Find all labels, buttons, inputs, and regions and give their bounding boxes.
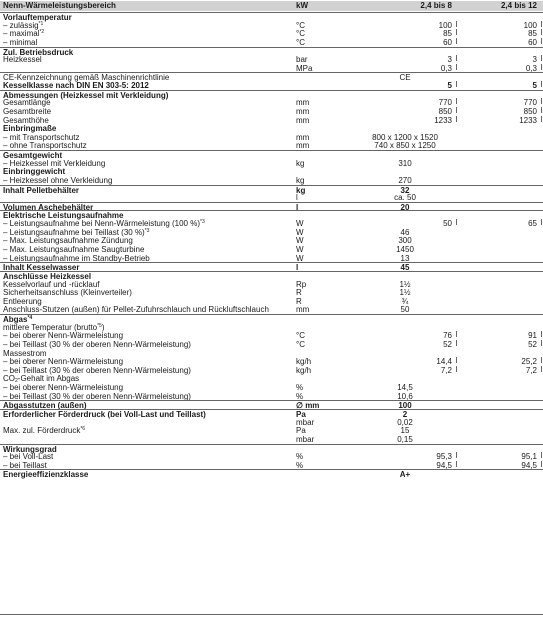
column-tick xyxy=(456,64,457,70)
table-row xyxy=(0,280,543,289)
column-tick xyxy=(541,340,542,346)
row-label-text: Inhalt Pelletbehälter xyxy=(3,185,80,195)
column-tick xyxy=(456,55,457,61)
row-label xyxy=(3,167,65,176)
row-label-text: – bei oberer Nenn-Wärmeleistung xyxy=(3,383,124,393)
table-row xyxy=(0,107,543,116)
row-label-text: Massestrom xyxy=(3,348,47,358)
row-unit: W xyxy=(296,236,304,246)
row-value-col2: 25,2 xyxy=(521,357,537,367)
table-row xyxy=(0,461,543,470)
row-label-subscript: 2 xyxy=(15,378,18,385)
row-value-col1: 1233 xyxy=(434,115,452,125)
row-value-shared: 32 xyxy=(400,185,410,195)
row-value-shared: A+ xyxy=(399,470,411,480)
table-row xyxy=(0,271,543,280)
row-value-shared: 14,5 xyxy=(397,383,413,393)
table-row xyxy=(0,262,543,271)
row-label-text: – bei Teillast (30 % der oberen Nenn-Wärmeleistung) xyxy=(3,391,191,401)
row-value-shared: 45 xyxy=(400,263,410,273)
table-row xyxy=(0,305,543,314)
column-tick xyxy=(541,107,542,113)
row-label-text: – zulässig xyxy=(3,20,39,30)
column-tick xyxy=(456,331,457,337)
column-tick xyxy=(541,21,542,27)
row-label xyxy=(3,141,87,150)
row-label-text: Sicherheitsanschluss (Kleinverteiler) xyxy=(3,288,132,298)
row-value-col1: 770 xyxy=(438,98,452,108)
row-label-text: Entleerung xyxy=(3,296,42,306)
column-tick xyxy=(456,219,457,225)
table-row xyxy=(0,185,543,194)
table-row xyxy=(0,374,543,383)
column-tick xyxy=(541,116,542,122)
row-label-text: Kesselklasse nach DIN EN 303-5: 2012 xyxy=(3,81,149,91)
row-label-text: – bei oberer Nenn-Wärmeleistung xyxy=(3,357,124,367)
table-row xyxy=(0,12,543,21)
row-label-text: Energieeffizienzklasse xyxy=(3,470,89,480)
table-row xyxy=(0,323,543,332)
table-row xyxy=(0,469,543,478)
row-label-text: Anschluss-Stutzen (außen) für Pellet-Zufuhrschlauch und Rückluftschlauch xyxy=(3,305,269,315)
row-label xyxy=(3,331,123,340)
row-value-shared: 0,15 xyxy=(397,434,413,444)
row-unit: l xyxy=(296,202,299,212)
column-tick xyxy=(541,38,542,44)
row-label xyxy=(3,305,269,314)
footnote-marker: *5 xyxy=(97,322,102,329)
row-label-text: Einbringmaße xyxy=(3,124,57,134)
row-unit: kg/h xyxy=(296,357,312,367)
row-unit: % xyxy=(296,452,304,462)
row-unit: ∅ mm xyxy=(296,401,320,411)
row-label-suffix: -Gehalt im Abgas xyxy=(17,374,80,384)
row-unit: W xyxy=(296,219,304,229)
row-unit: °C xyxy=(296,29,305,39)
row-label-text: – bei Teillast xyxy=(3,460,47,470)
row-unit: l xyxy=(296,263,299,273)
row-value-col1: 85 xyxy=(443,29,452,39)
header-unit: kW xyxy=(296,1,308,10)
row-label-text: Gesamtbreite xyxy=(3,106,52,116)
row-label xyxy=(3,254,150,263)
row-value-col2: 3 xyxy=(532,55,537,65)
table-row xyxy=(0,435,543,444)
row-unit: Pa xyxy=(296,426,306,436)
row-value-col1: 14,4 xyxy=(436,357,452,367)
column-tick xyxy=(541,366,542,372)
row-label-text: – Leistungsaufnahme im Standby-Betrieb xyxy=(3,253,150,263)
column-tick xyxy=(456,107,457,113)
row-label-text: – maximal xyxy=(3,29,40,39)
column-tick xyxy=(456,366,457,372)
table-row xyxy=(0,236,543,245)
row-value-col1: 60 xyxy=(443,37,452,47)
row-label-text: Abgasstutzen (außen) xyxy=(3,401,87,411)
row-unit: kg/h xyxy=(296,365,312,375)
row-unit: kg xyxy=(296,175,305,185)
row-unit: R xyxy=(296,288,302,298)
row-label-text: Anschlüsse Heizkessel xyxy=(3,271,92,281)
row-value-shared: 50 xyxy=(400,305,410,315)
table-row xyxy=(0,133,543,142)
table-row xyxy=(0,418,543,427)
row-unit: mm xyxy=(296,98,310,108)
row-label-text: Gesamtlänge xyxy=(3,98,51,108)
row-label-text: CO xyxy=(3,374,15,384)
row-label-text: Max. zul. Förderdruck xyxy=(3,426,81,436)
row-label-text: Gesamthöhe xyxy=(3,115,49,125)
row-value-col1: 3 xyxy=(447,55,452,65)
row-unit: °C xyxy=(296,37,305,47)
table-row xyxy=(0,98,543,107)
row-label xyxy=(3,383,123,392)
column-tick xyxy=(456,340,457,346)
row-value-shared: 310 xyxy=(398,158,412,168)
row-value-col1: 76 xyxy=(443,331,452,341)
footnote-marker: *3 xyxy=(200,219,205,226)
table-row xyxy=(0,314,543,323)
table-row xyxy=(0,245,543,254)
table-row xyxy=(0,124,543,133)
column-tick xyxy=(456,452,457,458)
column-tick xyxy=(456,461,457,467)
row-label-text: – bei Teillast (30 % der oberen Nenn-Wärmeleistung) xyxy=(3,365,191,375)
row-value-col1: 5 xyxy=(447,81,452,91)
header-column-1: 2,4 bis 8 xyxy=(420,1,452,10)
table-header xyxy=(0,1,543,11)
row-unit: °C xyxy=(296,20,305,30)
row-value-col2: 5 xyxy=(532,81,537,91)
row-unit: % xyxy=(296,391,304,401)
row-value-shared: 270 xyxy=(398,175,412,185)
row-unit: MPa xyxy=(296,63,313,73)
row-label-text: Zul. Betriebsdruck xyxy=(3,47,74,57)
column-tick xyxy=(456,21,457,27)
row-unit: mm xyxy=(296,132,310,142)
row-label-text: – bei Voll-Last xyxy=(3,452,54,462)
row-unit: W xyxy=(296,245,304,254)
row-unit: % xyxy=(296,460,304,470)
header-column-2: 2,4 bis 12 xyxy=(500,1,537,10)
row-label-text: – minimal xyxy=(3,37,38,47)
row-label-suffix: ) xyxy=(101,322,105,332)
table-row xyxy=(0,349,543,358)
row-unit: R xyxy=(296,296,302,306)
column-tick xyxy=(541,81,542,87)
row-value-shared: 740 x 850 x 1250 xyxy=(374,141,436,151)
row-value-col2: 850 xyxy=(523,106,537,116)
row-value-shared: CE xyxy=(399,73,411,83)
row-label-text: Abmessungen (Heizkessel mit Verkleidung) xyxy=(3,90,169,100)
row-value-col2: 94,5 xyxy=(521,460,537,470)
row-label-text: – Leistungsaufnahme bei Nenn-Wärmeleistung (100 %) xyxy=(3,219,200,229)
row-unit: mbar xyxy=(296,434,315,444)
row-label-text: – Leistungsaufnahme bei Teillast (30 %) xyxy=(3,227,145,237)
row-label-text: CE-Kennzeichnung gemäß Maschinenrichtlinie xyxy=(3,73,170,83)
row-value-col1: 100 xyxy=(438,20,452,30)
row-label-text: Heizkessel xyxy=(3,55,42,65)
table-row xyxy=(0,90,543,99)
footnote-marker: *6 xyxy=(80,426,86,433)
table-row xyxy=(0,409,543,418)
row-value-shared: 15 xyxy=(400,426,410,436)
row-label-text: Inhalt Kesselwasser xyxy=(3,263,80,273)
column-tick xyxy=(456,116,457,122)
column-tick xyxy=(541,64,542,70)
table-row xyxy=(0,55,543,64)
column-tick xyxy=(541,219,542,225)
column-tick xyxy=(456,98,457,104)
row-label-text: – Heizkessel mit Verkleidung xyxy=(3,158,106,168)
row-label-text: – Max. Leistungsaufnahme Saugturbine xyxy=(3,245,145,254)
column-tick xyxy=(541,357,542,363)
table-row xyxy=(0,228,543,237)
row-label-text: – mit Transportschutz xyxy=(3,132,80,142)
row-unit: Pa xyxy=(296,409,306,419)
row-label-text: Gesamtgewicht xyxy=(3,151,63,161)
row-value-shared: 2 xyxy=(402,409,408,419)
footnote-marker: *2 xyxy=(39,29,45,36)
row-value-shared: 46 xyxy=(400,227,410,237)
column-tick xyxy=(541,98,542,104)
table-row xyxy=(0,176,543,185)
table-row xyxy=(0,452,543,461)
table-row xyxy=(0,193,543,202)
column-tick xyxy=(541,452,542,458)
row-value-col2: 100 xyxy=(523,20,537,30)
row-value-col2: 95,1 xyxy=(521,452,537,462)
table-row xyxy=(0,38,543,47)
table-row xyxy=(0,357,543,366)
row-value-shared: 800 x 1200 x 1520 xyxy=(372,132,438,142)
row-value-shared: ¾ xyxy=(401,296,409,306)
row-unit: bar xyxy=(296,55,308,65)
column-tick xyxy=(456,357,457,363)
row-label-text: – bei Teillast (30 % der oberen Nenn-Wärmeleistung) xyxy=(3,339,191,349)
column-tick xyxy=(541,331,542,337)
table-row xyxy=(0,202,543,211)
row-value-col1: 850 xyxy=(438,106,452,116)
row-unit: W xyxy=(296,253,304,263)
row-value-shared: 10,6 xyxy=(397,391,413,401)
row-value-col1: 95,3 xyxy=(436,452,452,462)
row-label-text: – Max. Leistungsaufnahme Zündung xyxy=(3,236,133,246)
row-value-shared: 300 xyxy=(398,236,412,246)
row-unit: °C xyxy=(296,331,305,341)
column-tick xyxy=(456,81,457,87)
row-value-shared: 1½ xyxy=(399,279,411,289)
row-value-shared: 0,02 xyxy=(397,417,413,427)
row-label xyxy=(3,116,49,125)
footnote-marker: *1 xyxy=(38,20,44,27)
table-row xyxy=(0,288,543,297)
row-unit: % xyxy=(296,383,304,393)
row-value-col1: 50 xyxy=(443,219,452,229)
row-unit: W xyxy=(296,227,304,237)
table-row xyxy=(0,159,543,168)
row-label-text: Abgas xyxy=(3,315,28,325)
row-unit: l xyxy=(296,193,298,203)
row-label xyxy=(3,219,205,228)
table-row xyxy=(0,81,543,90)
row-label-text: Erforderlicher Förderdruck (bei Voll-Last und Teillast) xyxy=(3,409,206,419)
row-value-shared: 20 xyxy=(400,202,410,212)
table-row xyxy=(0,167,543,176)
row-value-col1: 94,5 xyxy=(436,460,452,470)
header-label: Nenn-Wärmeleistungsbereich xyxy=(3,1,116,10)
table-row xyxy=(0,254,543,263)
row-value-col1: 52 xyxy=(443,339,452,349)
row-value-shared: 1450 xyxy=(396,245,414,254)
row-label-text: Wirkungsgrad xyxy=(3,444,57,454)
table-row xyxy=(0,141,543,150)
row-unit: °C xyxy=(296,339,305,349)
row-value-shared: ca. 50 xyxy=(394,193,416,203)
row-unit: mm xyxy=(296,305,310,315)
table-row xyxy=(0,21,543,30)
row-value-col2: 7,2 xyxy=(525,365,537,375)
table-row xyxy=(0,331,543,340)
row-label-text: – ohne Transportschutz xyxy=(3,141,87,151)
row-value-col2: 1233 xyxy=(519,115,537,125)
footnote-marker: *3 xyxy=(144,227,150,234)
table-row xyxy=(0,340,543,349)
row-value-shared: 100 xyxy=(398,401,412,411)
column-tick xyxy=(456,29,457,35)
column-tick xyxy=(541,461,542,467)
column-tick xyxy=(541,29,542,35)
table-row xyxy=(0,392,543,401)
footnote-marker: *4 xyxy=(27,315,33,322)
row-value-col2: 0,3 xyxy=(525,63,537,73)
table-row xyxy=(0,383,543,392)
table-row xyxy=(0,366,543,375)
row-label xyxy=(3,38,37,47)
table-row xyxy=(0,150,543,159)
table-row xyxy=(0,219,543,228)
row-value-col2: 52 xyxy=(528,339,537,349)
row-label xyxy=(3,470,88,479)
column-tick xyxy=(456,38,457,44)
table-row xyxy=(0,426,543,435)
row-label-text: Vorlauftemperatur xyxy=(3,13,72,22)
table-row xyxy=(0,64,543,73)
row-unit: kg xyxy=(296,185,306,195)
row-value-col1: 0,3 xyxy=(440,63,452,73)
row-value-col2: 85 xyxy=(528,29,537,39)
row-label-text: Elektrische Leistungsaufnahme xyxy=(3,211,124,221)
table-row xyxy=(0,116,543,125)
row-unit: kg xyxy=(296,158,305,168)
table-row xyxy=(0,29,543,38)
table-row xyxy=(0,210,543,219)
table-row xyxy=(0,444,543,453)
column-tick xyxy=(541,55,542,61)
row-label xyxy=(3,357,123,366)
row-unit: Rp xyxy=(296,279,307,289)
row-value-col1: 7,2 xyxy=(440,365,452,375)
row-value-col2: 91 xyxy=(528,331,537,341)
row-label-text: – bei oberer Nenn-Wärmeleistung xyxy=(3,331,124,341)
row-label xyxy=(3,280,100,289)
table-bottom-rule xyxy=(0,614,543,615)
row-unit: mm xyxy=(296,106,310,116)
table-row xyxy=(0,400,543,409)
row-unit: mm xyxy=(296,115,310,125)
row-value-col2: 65 xyxy=(528,219,537,229)
table-row xyxy=(0,297,543,306)
row-label-text: Volumen Aschebehälter xyxy=(3,202,94,212)
row-value-col2: 60 xyxy=(528,37,537,47)
row-label-text: mittlere Temperatur (brutto xyxy=(3,322,98,332)
row-unit: mbar xyxy=(296,417,315,427)
row-value-shared: 1½ xyxy=(399,288,411,298)
row-label-text: Einbringgewicht xyxy=(3,167,66,177)
row-unit: mm xyxy=(296,141,310,151)
table-row xyxy=(0,72,543,81)
row-label-text: – Heizkessel ohne Verkleidung xyxy=(3,175,113,185)
row-label-text: Kesselvorlauf und -rücklauf xyxy=(3,279,100,289)
row-value-col2: 770 xyxy=(523,98,537,108)
row-value-shared: 13 xyxy=(400,253,410,263)
table-row xyxy=(0,47,543,56)
